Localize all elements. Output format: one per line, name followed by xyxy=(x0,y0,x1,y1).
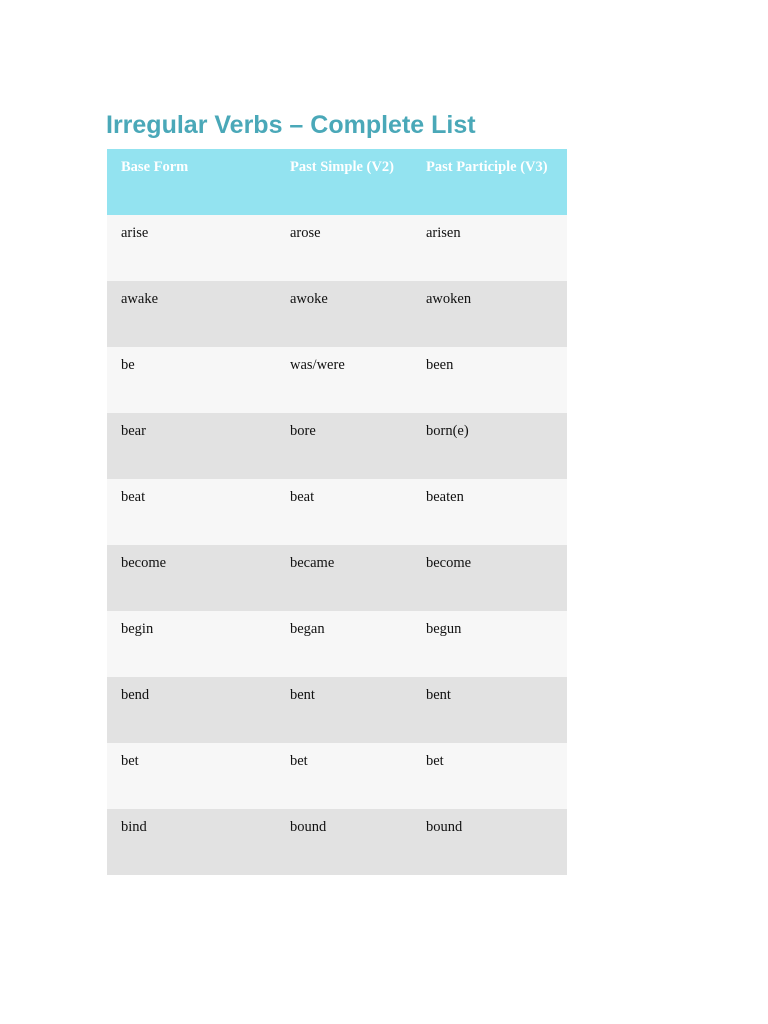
cell-base-form: bear xyxy=(121,423,146,439)
cell-base-form: be xyxy=(121,357,135,373)
cell-base-form: bind xyxy=(121,819,147,835)
cell-base-form: become xyxy=(121,555,167,571)
table-row xyxy=(107,479,567,545)
header-base-form: Base Form xyxy=(121,159,189,175)
table-row xyxy=(107,215,567,281)
table-body xyxy=(107,215,567,875)
cell-past-participle: bound xyxy=(426,819,463,835)
table-row xyxy=(107,677,567,743)
table-row xyxy=(107,413,567,479)
table-row xyxy=(107,281,567,347)
cell-past-participle: beaten xyxy=(426,489,464,505)
table-row xyxy=(107,545,567,611)
cell-base-form: beat xyxy=(121,489,146,505)
header-past-simple: Past Simple (V2) xyxy=(290,159,394,175)
header-row xyxy=(107,149,567,215)
cell-past-simple: was/were xyxy=(290,357,345,373)
cell-past-participle: awoken xyxy=(426,291,472,307)
cell-past-participle: born(e) xyxy=(426,423,469,439)
header-past-participle: Past Participle (V3) xyxy=(426,159,548,175)
cell-past-simple: beat xyxy=(290,489,315,505)
cell-base-form: begin xyxy=(121,621,154,637)
cell-base-form: awake xyxy=(121,291,159,307)
cell-past-participle: bent xyxy=(426,687,451,703)
irregular-verbs-table xyxy=(107,149,567,875)
cell-past-participle: become xyxy=(426,555,472,571)
cell-past-participle: arisen xyxy=(426,225,461,241)
cell-past-simple: bound xyxy=(290,819,327,835)
cell-past-simple: bet xyxy=(290,753,308,769)
page-title: Irregular Verbs – Complete List xyxy=(106,111,476,139)
cell-past-participle: bet xyxy=(426,753,444,769)
cell-past-simple: became xyxy=(290,555,335,571)
cell-base-form: bet xyxy=(121,753,139,769)
table-header xyxy=(107,149,567,215)
cell-past-simple: arose xyxy=(290,225,321,241)
table-row xyxy=(107,743,567,809)
table-row xyxy=(107,611,567,677)
cell-past-simple: began xyxy=(290,621,325,637)
cell-base-form: arise xyxy=(121,225,149,241)
cell-past-participle: begun xyxy=(426,621,462,637)
cell-past-participle: been xyxy=(426,357,454,373)
cell-past-simple: bent xyxy=(290,687,315,703)
cell-base-form: bend xyxy=(121,687,150,703)
table-row xyxy=(107,347,567,413)
cell-past-simple: bore xyxy=(290,423,316,439)
cell-past-simple: awoke xyxy=(290,291,328,307)
table-row xyxy=(107,809,567,875)
